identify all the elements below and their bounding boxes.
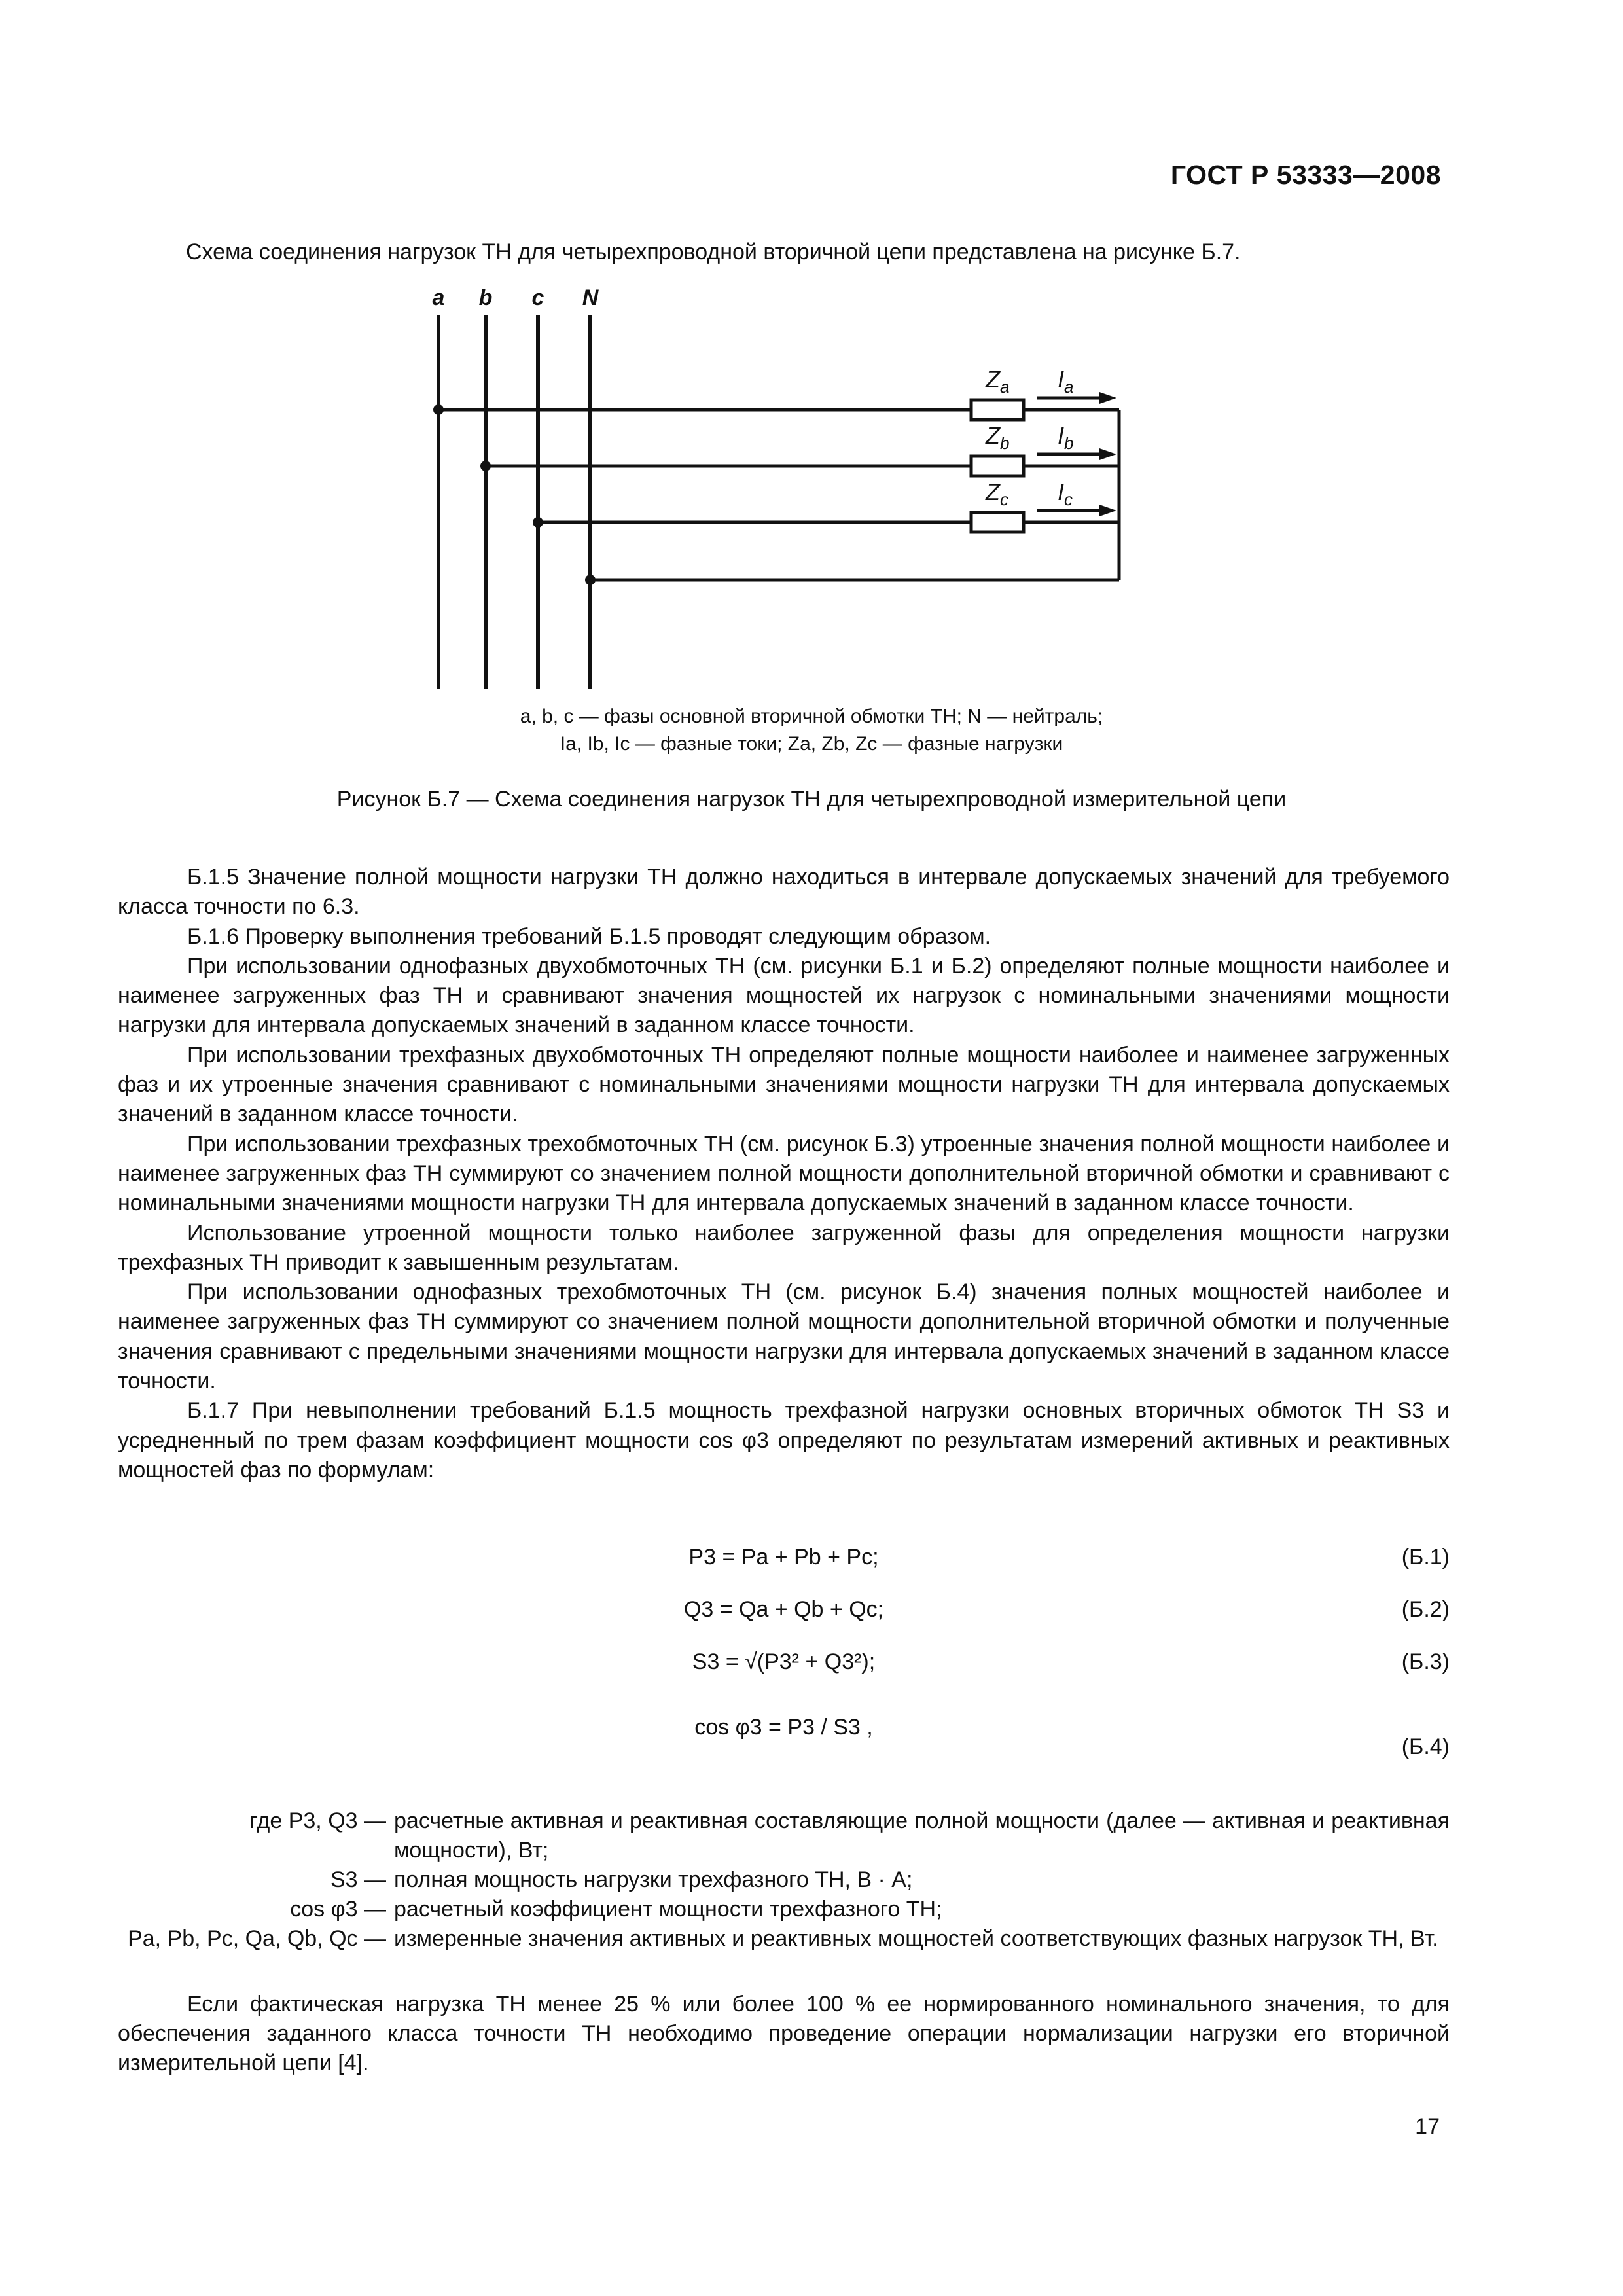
closing-paragraph [118, 1990, 1450, 2078]
formula-b2-number: (Б.2) [1401, 1597, 1450, 1622]
definition-s3 [118, 1865, 1450, 1895]
definition-desc: измеренные значения активных и реактивных мощностей соответствующих фазных нагрузок ТН, Вт. [394, 1926, 1438, 1951]
bus-label-n: N [582, 285, 599, 310]
formula-b4-expr: cos φ3 = P3 / S3 , [694, 1715, 873, 1740]
paragraph-three-phase-three-winding: При использовании трехфазных трехобмоточных ТН (см. рисунок Б.3) утроенные значения полной мощности наиболее и наименее загруженных фаз ТН суммируют со значением полной мощности дополнительной вторичной обмотки и сравнивают с номинальными значениями мощности нагрузки ТН для интервала допускаемых значений в заданном классе точности. [118, 1131, 1450, 1216]
formula-b2 [118, 1597, 1450, 1636]
load-zc [971, 512, 1024, 532]
definition-term: где P3, Q3 — [249, 1808, 386, 1833]
formula-b3-number: (Б.3) [1401, 1649, 1450, 1674]
figure-legend-line1: a, b, c — фазы основной вторичной обмотки ТН; N — нейтраль; [520, 706, 1103, 727]
figure-legend-line2: Ia, Ib, Ic — фазные токи; Za, Zb, Zc — фазные нагрузки [560, 733, 1063, 755]
node-b [480, 461, 491, 471]
definitions-list [118, 1806, 1450, 1954]
formula-b1-number: (Б.1) [1401, 1545, 1450, 1570]
label-ia: $I_a$ [1058, 366, 1074, 397]
definition-phase-powers [118, 1924, 1450, 1954]
page-number: 17 [1415, 2114, 1440, 2139]
node-c [533, 517, 543, 528]
paragraph-three-phase-two-winding: При использовании трехфазных двухобмоточных ТН определяют полные мощности наиболее и наименее загруженных фаз и их утроенные значения сравнивают с номинальными значениями мощности нагрузки ТН для интервала допускаемых значений в заданном классе точности. [118, 1042, 1450, 1127]
arrow-ia-head [1099, 392, 1116, 404]
formula-b4-number: (Б.4) [1401, 1734, 1450, 1759]
definition-desc: расчетные активная и реактивная составляющие полной мощности (далее — активная и реактивная мощности), Вт; [394, 1808, 1450, 1863]
formula-b4 [118, 1715, 1450, 1759]
formula-b1-expr: P3 = Pa + Pb + Pc; [688, 1545, 879, 1570]
formula-b3-expr: S3 = √(P3² + Q3²); [692, 1649, 876, 1674]
paragraph-normalization: Если фактическая нагрузка ТН менее 25 % или более 100 % ее нормированного номинального значения, то для обеспечения заданного класса точности ТН необходимо проведение операции нормализации нагрузки его вторичной измерительной цепи [4]. [118, 1992, 1450, 2075]
arrow-ic-head [1099, 505, 1116, 516]
definition-p3-q3 [118, 1806, 1450, 1865]
paragraph-b16: Б.1.6 Проверку выполнения требований Б.1.5 проводят следующим образом. [187, 924, 991, 949]
label-zc: $Z_c$ [986, 478, 1008, 509]
label-za: $Z_a$ [986, 366, 1010, 397]
figure-caption: Рисунок Б.7 — Схема соединения нагрузок ТН для четырехпроводной измерительной цепи [336, 787, 1287, 812]
load-za [971, 400, 1024, 420]
paragraph-tripled-power: Использование утроенной мощности только наиболее загруженной фазы для определения мощности нагрузки трехфазных ТН приводит к завышенным результатам. [118, 1220, 1450, 1275]
node-n [585, 575, 596, 585]
label-zb: $Z_b$ [986, 422, 1010, 453]
formula-b1 [118, 1545, 1450, 1584]
node-a [433, 404, 444, 415]
intro-text: Схема соединения нагрузок ТН для четырехпроводной вторичной цепи представлена на рисунке Б.7. [186, 240, 1241, 264]
label-ic: $I_c$ [1058, 478, 1073, 509]
definition-cos-phi3 [118, 1895, 1450, 1924]
circuit-diagram [419, 281, 1152, 700]
paragraph-single-phase-three-winding: При использовании однофазных трехобмоточных ТН (см. рисунок Б.4) значения полных мощностей наиболее и наименее загруженных фаз ТН суммируют со значением полной мощности дополнительной вторичной обмотки и полученные значения сравнивают с предельными значениями мощности нагрузки для интервала допускаемых значений в заданном классе точности. [118, 1280, 1450, 1394]
paragraph-single-phase-two-winding: При использовании однофазных двухобмоточных ТН (см. рисунки Б.1 и Б.2) определяют полные мощности наиболее и наименее загруженных фаз ТН и сравнивают значения мощностей их нагрузок с номинальными значениями мощности нагрузки для интервала допускаемых значений в заданном классе точности. [118, 953, 1450, 1038]
definition-term: Pa, Pb, Pc, Qa, Qb, Qc — [128, 1926, 386, 1951]
formula-b3 [118, 1649, 1450, 1689]
definition-term: cos φ3 — [290, 1897, 386, 1922]
bus-label-c: c [531, 285, 544, 310]
bus-label-a: a [432, 285, 445, 310]
definition-term: S3 — [330, 1867, 386, 1892]
body-text [118, 863, 1450, 1485]
bus-label-b: b [478, 285, 493, 310]
formula-b2-expr: Q3 = Qa + Qb + Qc; [683, 1597, 884, 1622]
label-ib: $I_b$ [1058, 422, 1074, 453]
paragraph-b17: Б.1.7 При невыполнении требований Б.1.5 мощность трехфазной нагрузки основных вторичных обмоток ТН S3 и усредненный по трем фазам коэффициент мощности cos φ3 определяют по результатам измерений активных и реактивных мощностей фаз по формулам: [118, 1398, 1450, 1482]
arrow-ib-head [1099, 448, 1116, 460]
load-zb [971, 456, 1024, 476]
definition-desc: расчетный коэффициент мощности трехфазного ТН; [394, 1897, 942, 1922]
paragraph-b15: Б.1.5 Значение полной мощности нагрузки ТН должно находиться в интервале допускаемых значений для требуемого класса точности по 6.3. [118, 865, 1450, 920]
definition-desc: полная мощность нагрузки трехфазного ТН, В · А; [394, 1867, 913, 1892]
page-header: ГОСТ Р 53333—2008 [1170, 160, 1441, 190]
